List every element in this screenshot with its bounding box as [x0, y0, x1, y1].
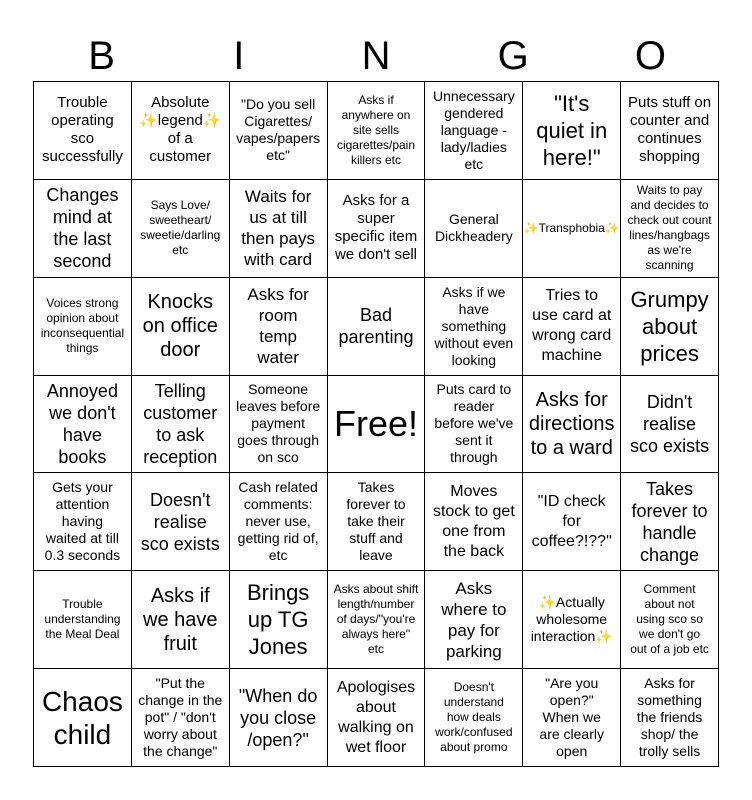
bingo-cell[interactable]	[230, 669, 328, 767]
bingo-cell[interactable]	[425, 376, 523, 474]
bingo-cell[interactable]	[523, 376, 621, 474]
bingo-cell[interactable]	[425, 180, 523, 278]
cell-text: Telling customer to ask reception	[143, 380, 218, 467]
bingo-cell[interactable]	[523, 82, 621, 180]
bingo-header	[33, 30, 719, 82]
cell-text: Asks about shift length/number of days/"you're always here" etc	[333, 582, 419, 657]
cell-text: Gets your attention having waited at till 0.3 seconds	[44, 479, 121, 564]
free-space: Free!	[333, 402, 418, 444]
cell-text: Asks for directions to a ward	[528, 388, 615, 459]
cell-text: Grumpy about prices	[630, 286, 709, 366]
cell-text: Takes forever to handle change	[631, 478, 708, 565]
cell-text: Apologises about walking on wet floor	[336, 678, 416, 756]
cell-text: ✨Transphobia✨	[523, 220, 620, 235]
bingo-cell[interactable]	[34, 278, 132, 376]
bingo-cell[interactable]	[425, 669, 523, 767]
bingo-cell[interactable]	[621, 82, 719, 180]
cell-text: Bad parenting	[338, 305, 414, 348]
bingo-cell[interactable]	[230, 278, 328, 376]
header-letter-i: I	[233, 34, 245, 78]
cell-text: Changes mind at the last second	[46, 185, 119, 272]
cell-text: Asks where to pay for parking	[441, 578, 507, 661]
bingo-cell[interactable]	[621, 669, 719, 767]
bingo-cell[interactable]	[621, 180, 719, 278]
cell-text: Puts stuff on counter and continues shopping	[628, 94, 712, 166]
cell-text: Trouble operating sco successfully	[41, 94, 123, 166]
bingo-cell[interactable]	[230, 571, 328, 669]
cell-text: Asks if we have something without even looking	[434, 283, 514, 368]
bingo-cell[interactable]	[328, 82, 426, 180]
bingo-cell[interactable]	[132, 82, 230, 180]
cell-text: Doesn't understand how deals work/confused about promo	[435, 680, 513, 755]
cell-text: Didn't realise sco exists	[630, 391, 710, 456]
bingo-cell[interactable]	[230, 376, 328, 474]
cell-text: Waits for us at till then pays with card	[241, 187, 315, 270]
cell-text: "Are you open?" When we are clearly open	[539, 675, 604, 760]
bingo-cell[interactable]	[425, 278, 523, 376]
cell-text: Someone leaves before payment goes through on sco	[236, 381, 321, 466]
cell-text: Asks for room temp water	[247, 285, 309, 368]
cell-text: General Dickheadery	[434, 211, 513, 245]
bingo-cell[interactable]	[132, 669, 230, 767]
bingo-cell[interactable]	[425, 473, 523, 571]
bingo-cell[interactable]	[34, 376, 132, 474]
bingo-cell[interactable]	[132, 376, 230, 474]
cell-text: Moves stock to get one from the back	[432, 482, 515, 560]
cell-text: "It's quiet in here!"	[536, 90, 608, 170]
bingo-cell[interactable]	[132, 571, 230, 669]
bingo-cell[interactable]	[621, 473, 719, 571]
cell-text: Unnecessary gendered language - lady/ladies etc	[433, 87, 515, 172]
header-letter-o: O	[634, 34, 666, 78]
bingo-cell[interactable]	[34, 180, 132, 278]
cell-text: Says Love/ sweetheart/ sweetie/darling etc	[140, 198, 221, 258]
cell-text: Asks for a super specific item we don't sell	[334, 192, 418, 264]
cell-text: Voices strong opinion about inconsequential things	[40, 296, 125, 356]
bingo-cell[interactable]	[621, 571, 719, 669]
bingo-cell[interactable]	[230, 473, 328, 571]
cell-text: Knocks on office door	[142, 291, 218, 362]
bingo-cell[interactable]	[328, 571, 426, 669]
cell-text: Brings up TG Jones	[246, 580, 310, 660]
bingo-cell[interactable]	[425, 82, 523, 180]
cell-text: "When do you close /open?"	[238, 685, 318, 750]
bingo-cell[interactable]	[230, 82, 328, 180]
cell-text: Comment about not using sco so we don't go out of a job etc	[630, 582, 709, 657]
header-letter-g: G	[497, 34, 529, 78]
cell-text: Asks if we have fruit	[143, 584, 218, 655]
cell-text: Asks for something the friends shop/ the trolly sells	[636, 675, 703, 760]
bingo-cell[interactable]	[230, 180, 328, 278]
bingo-cell[interactable]	[523, 571, 621, 669]
bingo-cell[interactable]	[328, 180, 426, 278]
bingo-grid	[33, 81, 719, 767]
cell-text: Annoyed we don't have books	[46, 380, 118, 467]
cell-text: Trouble understanding the Meal Deal	[44, 597, 121, 642]
bingo-cell[interactable]	[523, 669, 621, 767]
cell-text: "Do you sell Cigarettes/ vapes/papers etc"	[236, 96, 321, 164]
bingo-cell[interactable]	[328, 473, 426, 571]
bingo-cell[interactable]	[523, 180, 621, 278]
cell-text: Waits to pay and decides to check out count lines/hangbags as we're scanning	[627, 183, 712, 273]
cell-text: Asks if anywhere on site sells cigarettes/pain killers etc	[336, 92, 416, 167]
cell-text: Takes forever to take their stuff and leave	[346, 479, 406, 564]
bingo-cell[interactable]	[34, 669, 132, 767]
bingo-cell[interactable]	[621, 376, 719, 474]
cell-text: Absolute ✨legend✨ of a customer	[139, 94, 222, 166]
bingo-cell[interactable]	[328, 278, 426, 376]
bingo-cell[interactable]	[34, 82, 132, 180]
bingo-cell[interactable]	[523, 278, 621, 376]
cell-text: Puts card to reader before we've sent it through	[434, 381, 514, 466]
header-letter-n: N	[361, 34, 391, 78]
cell-text: Doesn't realise sco exists	[140, 489, 220, 554]
bingo-cell[interactable]	[132, 473, 230, 571]
cell-text: ✨Actually wholesome interaction✨	[530, 594, 613, 645]
bingo-cell[interactable]	[132, 278, 230, 376]
bingo-cell[interactable]	[132, 180, 230, 278]
cell-text: "Put the change in the pot" / "don't worry about the change"	[138, 675, 223, 760]
cell-text: "ID check for coffee?!??"	[531, 492, 612, 550]
bingo-cell[interactable]	[621, 278, 719, 376]
bingo-cell[interactable]	[328, 669, 426, 767]
bingo-cell[interactable]	[34, 473, 132, 571]
bingo-cell[interactable]	[34, 571, 132, 669]
cell-text: Tries to use card at wrong card machine	[532, 287, 612, 365]
header-letter-b: B	[88, 34, 115, 78]
cell-text: Chaos child	[41, 685, 123, 750]
cell-text: Cash related comments: never use, getting rid of, etc	[237, 479, 319, 564]
bingo-cell[interactable]	[425, 571, 523, 669]
bingo-cell[interactable]	[328, 376, 426, 474]
bingo-cell[interactable]	[523, 473, 621, 571]
